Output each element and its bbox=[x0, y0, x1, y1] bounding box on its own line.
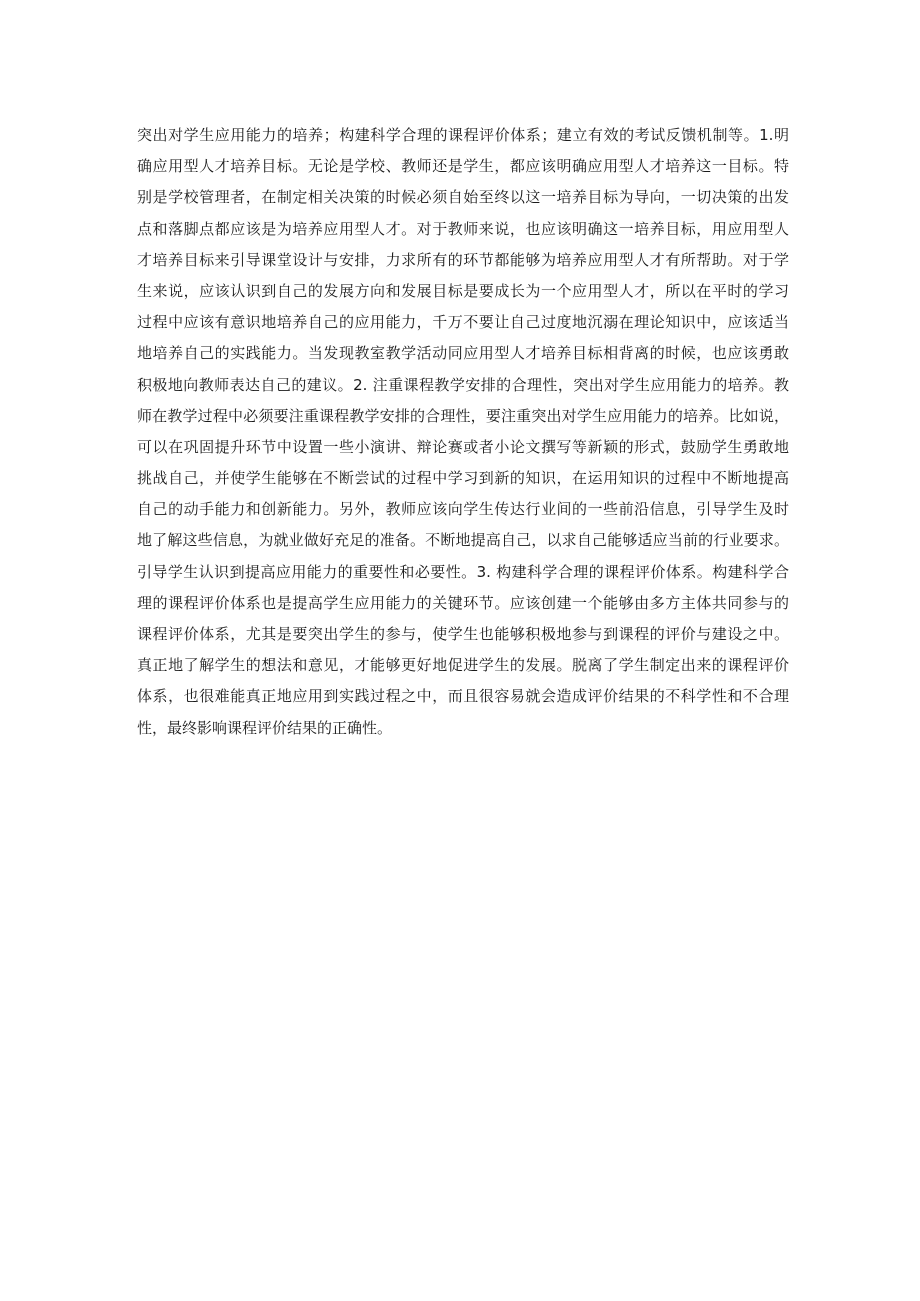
text-line: 自己的动手能力和创新能力。另外，教师应该向学生传达行业间的一些前沿信息，引导学生及时 bbox=[137, 500, 789, 519]
text-line: 引导学生认识到提高应用能力的重要性和必要性。3. 构建科学合理的课程评价体系。构建科学合 bbox=[137, 562, 789, 581]
text-line: 确应用型人才培养目标。无论是学校、教师还是学生，都应该明确应用型人才培养这一目标。特 bbox=[137, 157, 789, 176]
text-line: 真正地了解学生的想法和意见，才能够更好地促进学生的发展。脱离了学生制定出来的课程评价 bbox=[137, 656, 789, 675]
text-line: 师在教学过程中必须要注重课程教学安排的合理性，要注重突出对学生应用能力的培养。比如说， bbox=[137, 406, 789, 425]
text-line: 过程中应该有意识地培养自己的应用能力，千万不要让自己过度地沉溺在理论知识中，应该适当 bbox=[137, 313, 789, 332]
text-line: 体系，也很难能真正地应用到实践过程之中，而且很容易就会造成评价结果的不科学性和不合理 bbox=[137, 687, 789, 706]
text-line: 地培养自己的实践能力。当发现教室教学活动同应用型人才培养目标相背离的时候，也应该勇敢 bbox=[137, 344, 789, 363]
text-line: 点和落脚点都应该是为培养应用型人才。对于教师来说，也应该明确这一培养目标，用应用型人 bbox=[137, 219, 789, 238]
text-line: 课程评价体系，尤其是要突出学生的参与，使学生也能够积极地参与到课程的评价与建设之中。 bbox=[137, 625, 789, 643]
text-line: 地了解这些信息，为就业做好充足的准备。不断地提高自己，以求自己能够适应当前的行业要求。 bbox=[137, 531, 789, 550]
text-line-last: 性，最终影响课程评价结果的正确性。 bbox=[137, 718, 393, 737]
text-line: 可以在巩固提升环节中设置一些小演讲、辩论赛或者小论文撰写等新颖的形式，鼓励学生勇敢地 bbox=[137, 437, 789, 456]
body-paragraph bbox=[137, 120, 789, 744]
text-line: 生来说，应该认识到自己的发展方向和发展目标是要成长为一个应用型人才，所以在平时的学习 bbox=[137, 281, 789, 300]
text-line: 理的课程评价体系也是提高学生应用能力的关键环节。应该创建一个能够由多方主体共同参与的 bbox=[137, 593, 789, 612]
text-line: 积极地向教师表达自己的建议。2. 注重课程教学安排的合理性，突出对学生应用能力的培养。教 bbox=[137, 375, 789, 394]
text-line: 别是学校管理者，在制定相关决策的时候必须自始至终以这一培养目标为导向，一切决策的出发 bbox=[137, 188, 789, 207]
text-line: 突出对学生应用能力的培养；构建科学合理的课程评价体系；建立有效的考试反馈机制等。1.明 bbox=[137, 126, 789, 144]
text-line: 挑战自己，并使学生能够在不断尝试的过程中学习到新的知识，在运用知识的过程中不断地提高 bbox=[137, 469, 789, 488]
text-line: 才培养目标来引导课堂设计与安排，力求所有的环节都能够为培养应用型人才有所帮助。对于学 bbox=[137, 250, 789, 269]
